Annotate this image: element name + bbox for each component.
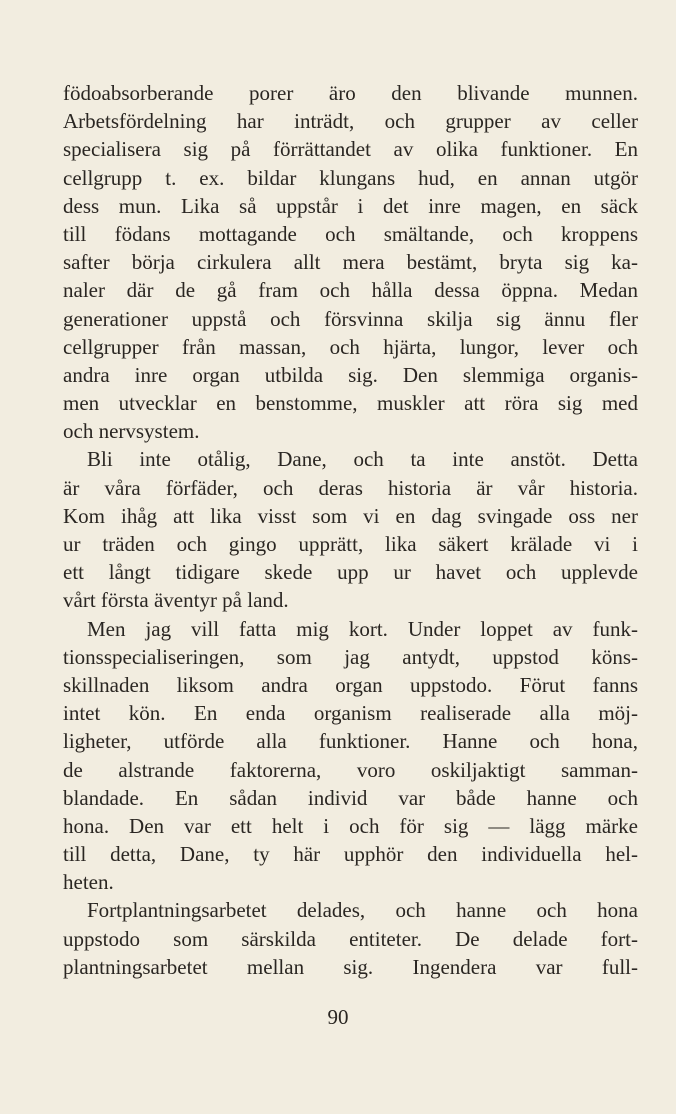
text-line: vårt första äventyr på land. — [63, 588, 289, 613]
text-line: safter börja cirkulera allt mera bestämt, bryta sig ka- — [63, 250, 638, 275]
text-line: uppstodo som särskilda entiteter. De delade fort- — [63, 926, 638, 951]
text-line: ligheter, utförde alla funktioner. Hanne och hona, — [63, 729, 638, 754]
text-line: är våra förfäder, och deras historia är vår historia. — [63, 475, 638, 500]
text-line: till detta, Dane, ty här upphör den individuella hel- — [63, 842, 638, 867]
text-line: Kom ihåg att lika visst som vi en dag svingade oss ner — [63, 503, 638, 528]
text-line: skillnaden liksom andra organ uppstodo. Förut fanns — [63, 672, 638, 697]
text-line: födoabsorberande porer äro den blivande munnen. — [63, 81, 638, 105]
page-number: 90 — [327, 1005, 349, 1029]
text-line: generationer uppstå och försvinna skilja sig ännu fler — [63, 306, 638, 331]
text-line: naler där de gå fram och hålla dessa öppna. Medan — [63, 278, 638, 303]
text-line: andra inre organ utbilda sig. Den slemmiga organis- — [63, 362, 638, 387]
text-line: intet kön. En enda organism realiserade alla möj- — [63, 701, 638, 726]
text-line: cellgrupp t. ex. bildar klungans hud, en annan utgör — [63, 165, 638, 190]
text-line: specialisera sig på förrättandet av olika funktioner. En — [63, 137, 638, 162]
text-line: plantningsarbetet mellan sig. Ingendera var full- — [63, 954, 638, 979]
text-line: de alstrande faktorerna, voro oskiljaktigt samman- — [63, 757, 638, 782]
body-text — [63, 79, 638, 981]
text-line: heten. — [63, 870, 114, 895]
text-line: cellgrupper från massan, och hjärta, lungor, lever och — [63, 334, 638, 359]
text-line: ett långt tidigare skede upp ur havet och upplevde — [63, 560, 638, 585]
text-line: blandade. En sådan individ var både hanne och — [63, 785, 638, 810]
text-line: Bli inte otålig, Dane, och ta inte anstöt. Detta — [87, 447, 638, 472]
text-line: Men jag vill fatta mig kort. Under loppet av funk- — [87, 616, 638, 641]
text-line: dess mun. Lika så uppstår i det inre magen, en säck — [63, 193, 638, 218]
text-line: Arbetsfördelning har inträdt, och grupper av celler — [63, 109, 638, 134]
text-line: ur träden och gingo upprätt, lika säkert krälade vi i — [63, 532, 638, 556]
text-line: men utvecklar en benstomme, muskler att röra sig med — [63, 391, 638, 416]
text-line: till födans mottagande och smältande, och kroppens — [63, 221, 638, 246]
text-line: tionsspecialiseringen, som jag antydt, uppstod köns- — [63, 644, 638, 669]
text-line: hona. Den var ett helt i och för sig — lägg märke — [63, 813, 638, 838]
text-line: Fortplantningsarbetet delades, och hanne och hona — [87, 898, 638, 923]
text-line: och nervsystem. — [63, 419, 200, 444]
